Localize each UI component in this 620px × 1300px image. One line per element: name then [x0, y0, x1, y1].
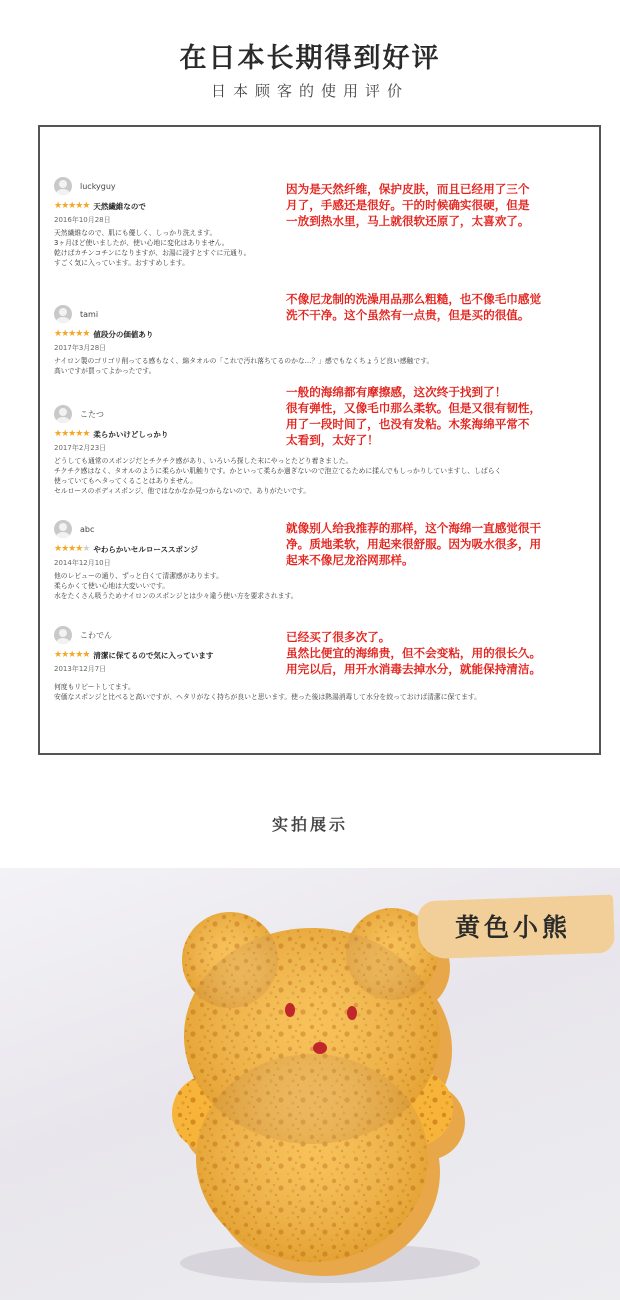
star-icon: ★ [61, 543, 69, 554]
star-rating [54, 651, 89, 660]
text-line: 乾けばカチンコチンになりますが、お湯に浸すとすぐに元通り。 [54, 249, 251, 257]
text-line: どうしても通常のスポンジだとチクチク感があり、いろいろ探した末にやっとたどり着きました。 [54, 457, 353, 465]
text-line: 虽然比便宜的海绵贵，但不会变粘，用的很长久。 [286, 646, 542, 660]
reviewer-name: luckyguy [80, 181, 116, 191]
text-line: 因为是天然纤维，保护皮肤，而且已经用了三个 [286, 182, 530, 196]
text-line: 用完以后，用开水消毒去掉水分，就能保持清洁。 [286, 662, 542, 676]
review-body [54, 228, 594, 268]
star-icon: ★ [54, 200, 62, 211]
star-icon: ★ [75, 428, 83, 439]
review-translation [286, 291, 591, 323]
text-line: 洗不干净。这个虽然有一点贵，但是买的很值。 [286, 308, 530, 322]
avatar-icon [54, 626, 72, 644]
text-line: 水をたくさん吸うためナイロンのスポンジとは少々違う使い方を要求されます。 [54, 592, 298, 600]
text-line: 使っていてもヘタってくることはありません。 [54, 477, 197, 485]
star-icon: ★ [54, 328, 62, 339]
text-line: セルロースのボディスポンジ、他ではなかなか見つからないので、ありがたいです。 [54, 487, 311, 495]
review-body [54, 571, 594, 601]
reviewer-name: abc [80, 524, 95, 534]
product-photo [0, 868, 620, 1300]
star-icon: ★ [68, 649, 76, 660]
avatar-icon [54, 405, 72, 423]
star-icon: ★ [68, 200, 76, 211]
star-icon: ★ [68, 328, 76, 339]
star-icon: ★ [61, 649, 69, 660]
star-icon: ★ [75, 543, 83, 554]
page-title: 在日本长期得到好评 [179, 43, 441, 74]
text-line: チクチク感はなく、タオルのように柔らかい肌触りです。かといって柔らか過ぎないので泡立てるために揉んでもしっかりしていますし、しばらく [54, 467, 502, 475]
text-line: 很有弹性，又像毛巾那么柔软。但是又很有韧性， [286, 401, 542, 415]
review-translation [286, 181, 591, 229]
product-color-label: 黄色小熊 [454, 913, 571, 942]
text-line: 高いですが買ってよかったです。 [54, 367, 156, 375]
text-line: ナイロン製のゴリゴリ削ってる感もなく、綿タオルの「これで汚れ落ちてるのかな…？」感でもなくちょうど良い感触です。 [54, 357, 434, 365]
review-body [54, 682, 594, 702]
star-icon: ★ [54, 428, 62, 439]
star-icon: ★ [82, 200, 90, 211]
review-title: やわらかいセルローススポンジ [93, 544, 198, 554]
review-title: 値段分の価値あり [93, 329, 154, 339]
text-line: 他のレビューの通り、ずっと白くて清潔感があります。 [54, 572, 223, 580]
review-title: 柔らかいけどしっかり [93, 429, 169, 439]
text-line: 月了，手感还是很好。干的时候确实很硬，但是 [286, 198, 530, 212]
star-icon: ★ [68, 428, 76, 439]
star-icon: ★ [75, 328, 83, 339]
review-title: 清潔に保てるので気に入っています [93, 650, 214, 660]
reviewer-name: こたつ [80, 409, 104, 419]
star-icon: ★ [82, 428, 90, 439]
star-icon: ★ [82, 649, 90, 660]
star-rating [54, 330, 89, 339]
text-line: 就像别人给我推荐的那样，这个海绵一直感觉很干 [286, 521, 542, 535]
text-line: 已经买了很多次了。 [286, 630, 391, 644]
avatar-icon [54, 177, 72, 195]
avatar-icon [54, 520, 72, 538]
star-icon: ★ [82, 328, 90, 339]
star-icon: ★ [68, 543, 76, 554]
review-title: 天然繊維なので [93, 201, 146, 211]
page-subtitle: 日本顾客的使用评价 [210, 82, 409, 100]
text-line: 3ヶ月ほど使いましたが、使い心地に変化はありません。 [54, 239, 229, 247]
review-translation [286, 629, 591, 677]
review-date: 2016年10月28日 [54, 216, 111, 224]
text-line: 一般的海绵都有摩擦感，这次终于找到了！ [286, 385, 507, 399]
text-line: 何度もリピートしてます。 [54, 683, 135, 691]
star-rating [54, 202, 89, 211]
star-rating [54, 545, 89, 554]
star-rating [54, 430, 89, 439]
text-line: 柔らかくて使い心地は大変いいです。 [54, 582, 170, 590]
photo-section-title: 实拍展示 [271, 815, 348, 834]
star-icon: ★ [54, 649, 62, 660]
avatar-icon [54, 305, 72, 323]
review-translation [286, 520, 591, 568]
review-body [54, 356, 594, 376]
star-icon: ★ [61, 428, 69, 439]
text-line: 天然繊維なので、肌にも優しく、しっかり洗えます。 [54, 229, 217, 237]
star-icon: ★ [82, 543, 90, 554]
text-line: 用了一段时间了，也没有发粘。木浆海绵平常不 [286, 417, 530, 431]
text-line: すごく気に入っています。おすすめします。 [54, 259, 189, 267]
review-translation [286, 384, 591, 448]
text-line: 安価なスポンジと比べると高いですが、ヘタリがなく持ちが良いと思います。使った後は熱湯消毒して水分を絞っておけば清潔に保てます。 [54, 693, 481, 701]
star-icon: ★ [54, 543, 62, 554]
reviewer-name: tami [80, 309, 99, 319]
star-icon: ★ [75, 649, 83, 660]
review-panel [38, 125, 601, 755]
review-date: 2014年12月10日 [54, 559, 111, 567]
reviewer-name: こわでん [80, 630, 112, 640]
star-icon: ★ [61, 328, 69, 339]
star-icon: ★ [75, 200, 83, 211]
text-line: 起来不像尼龙浴网那样。 [286, 553, 414, 567]
text-line: 太看到，太好了！ [286, 433, 379, 447]
star-icon: ★ [61, 200, 69, 211]
review-date: 2017年2月23日 [54, 444, 107, 452]
review-date: 2017年3月28日 [54, 344, 107, 352]
text-line: 不像尼龙制的洗澡用品那么粗糙，也不像毛巾感觉 [286, 292, 542, 306]
text-line: 一放到热水里，马上就很软还原了，太喜欢了。 [286, 214, 530, 228]
review-date: 2013年12月7日 [54, 665, 107, 673]
review-body [54, 456, 594, 496]
text-line: 净。质地柔软，用起来很舒服。因为吸水很多，用 [286, 537, 542, 551]
